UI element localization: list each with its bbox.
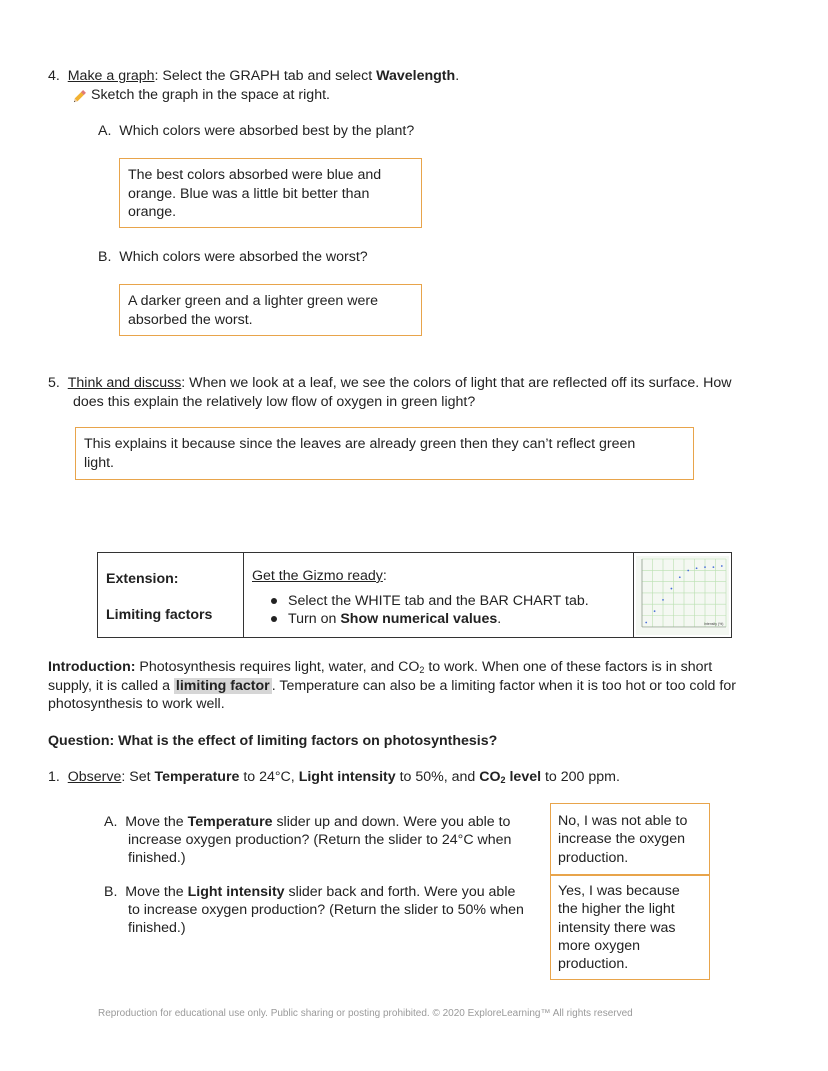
q1b-answer-line: more oxygen: [558, 937, 641, 954]
q4-line: [48, 67, 459, 85]
bullet2-post: .: [497, 611, 502, 627]
q1a-line1: [104, 813, 510, 831]
q1-temperature: Temperature: [154, 769, 240, 785]
thumb-xlabel: Intensity (%): [704, 622, 724, 626]
q4-sketch-line: [72, 86, 330, 104]
q1a-bold: Temperature: [187, 814, 273, 830]
thumb-point: [662, 599, 664, 601]
q1b-answer-line: Yes, I was because: [558, 883, 680, 899]
q1-answer-box[interactable]: [550, 803, 710, 980]
q1b-answer-line: production.: [558, 956, 629, 973]
q1b-answer: [558, 882, 680, 973]
q1-t4: to 200 ppm.: [541, 769, 620, 785]
thumb-point: [687, 570, 689, 572]
q5-line1: [48, 374, 731, 392]
q4a-question: [98, 122, 414, 140]
bullet2-pre: Turn on: [288, 611, 341, 627]
extension-table: [97, 552, 732, 638]
q4-sketch-text: Sketch the graph in the space at right.: [91, 87, 330, 103]
q4b-answer-box[interactable]: [119, 284, 422, 336]
q4-number: 4.: [48, 68, 60, 84]
thumb-point: [721, 565, 723, 567]
gizmo-graph-thumbnail: [636, 556, 729, 635]
q4-text: : Select the GRAPH tab and select: [154, 68, 377, 84]
intro-line2: [48, 677, 736, 695]
q1a-line3: finished.): [128, 850, 186, 866]
extension-bullet-1: Select the WHITE tab and the BAR CHART tab.: [288, 593, 589, 609]
q1b-post: slider back and forth. Were you able: [284, 884, 516, 900]
bullet-icon: [271, 598, 277, 604]
thumb-point: [679, 576, 681, 578]
q1a-answer-line: No, I was not able to: [558, 813, 688, 829]
q1b-line2: to increase oxygen production? (Return the slider to 50% when: [128, 902, 524, 918]
intro-line3: photosynthesis to work well.: [48, 696, 225, 712]
q5-answer-line: This explains it because since the leaves are already green then they can’t reflect green: [84, 436, 636, 452]
q1b-bold: Light intensity: [187, 884, 285, 900]
q4b-question: [98, 248, 368, 266]
q1b-line1: [104, 883, 515, 901]
q5-text: : When we look at a leaf, we see the colors of light that are reflected off its surface. How: [181, 375, 732, 391]
footer-copyright: Reproduction for educational use only. Public sharing or posting prohibited. © 2020 ExploreLearning™ All rights reserved: [98, 1008, 633, 1019]
q4-period: .: [455, 68, 460, 84]
observe-link[interactable]: Observe: [67, 769, 122, 785]
make-a-graph-link[interactable]: Make a graph: [67, 68, 155, 84]
q1b-answer-line: intensity there was: [558, 919, 676, 936]
q1a-answer-line: production.: [558, 849, 629, 866]
gizmo-ready-line: [252, 567, 387, 585]
intro-line2-post: . Temperature can also be a limiting factor when it is too hot or too cold for: [271, 678, 736, 694]
q1b-pre: Move the: [125, 884, 188, 900]
thumb-point: [654, 610, 656, 612]
q4b-text: Which colors were absorbed the worst?: [119, 249, 368, 265]
extension-divider: [633, 553, 634, 637]
q1b-letter: B.: [104, 884, 118, 900]
q1a-answer: [558, 812, 687, 867]
q4a-answer-line: orange. Blue was a little bit better than: [128, 185, 370, 202]
extension-label-cell: [98, 553, 244, 637]
q1-t1: : Set: [121, 769, 155, 785]
q1a-answer-line: increase the oxygen: [558, 831, 685, 848]
thumb-point: [671, 588, 673, 590]
q5-answer-box[interactable]: [75, 427, 694, 480]
thumb-point: [645, 622, 647, 624]
q1-co2: CO: [479, 769, 501, 785]
think-and-discuss-link[interactable]: Think and discuss: [67, 375, 182, 391]
question-heading: Question: What is the effect of limiting factors on photosynthesis?: [48, 733, 498, 749]
intro-text: Photosynthesis requires light, water, and CO: [135, 659, 420, 675]
q4b-answer-line: A darker green and a lighter green were: [128, 293, 379, 309]
q1a-post: slider up and down. Were you able to: [272, 814, 511, 830]
q4a-letter: A.: [98, 123, 112, 139]
thumb-point: [704, 566, 706, 568]
q5-answer-line: light.: [84, 454, 114, 471]
show-numerical-values: Show numerical values: [340, 611, 498, 627]
limiting-factors-label: Limiting factors: [106, 607, 213, 623]
thumb-point: [696, 567, 698, 569]
q1-line: [48, 768, 620, 786]
co2-subscript: 2: [419, 665, 425, 675]
q4-wavelength: Wavelength: [376, 68, 456, 84]
q4b-letter: B.: [98, 249, 112, 265]
q1a-pre: Move the: [125, 814, 188, 830]
limiting-factor-highlight: limiting factor: [175, 678, 270, 694]
extension-label: Extension:: [106, 571, 179, 587]
q5-number: 5.: [48, 375, 60, 391]
q1-level: level: [505, 769, 542, 785]
pencil-icon: [72, 86, 90, 104]
q4a-answer-line: The best colors absorbed were blue and: [128, 167, 382, 183]
answer-divider: [551, 874, 709, 876]
q4b-answer-line: absorbed the worst.: [128, 311, 253, 328]
q5-line2: does this explain the relatively low flow of oxygen in green light?: [73, 394, 476, 410]
q4a-answer-box[interactable]: [119, 158, 422, 228]
extension-bullet-2: [288, 610, 501, 628]
q4a-text: Which colors were absorbed best by the plant?: [119, 123, 415, 139]
thumb-point: [713, 566, 715, 568]
q1b-line3: finished.): [128, 920, 186, 936]
q1-number: 1.: [48, 769, 60, 785]
q4a-answer-line: orange.: [128, 204, 177, 220]
q1-co2-subscript: 2: [500, 775, 506, 785]
q1-light-intensity: Light intensity: [298, 769, 396, 785]
q1a-line2: increase oxygen production? (Return the slider to 24°C when: [128, 832, 512, 848]
intro-line1: [48, 658, 712, 676]
q1a-letter: A.: [104, 814, 118, 830]
q1-t2: to 24°C,: [239, 769, 299, 785]
intro-label: Introduction:: [48, 659, 136, 675]
gizmo-ready-colon: :: [382, 568, 387, 584]
intro-text-end: to work. When one of these factors is in short: [424, 659, 713, 675]
q1b-answer-line: the higher the light: [558, 901, 675, 918]
get-gizmo-ready-link[interactable]: Get the Gizmo ready: [252, 568, 383, 584]
bullet-icon: [271, 616, 277, 622]
q1-t3: to 50%, and: [395, 769, 480, 785]
intro-line2-pre: supply, it is called a: [48, 678, 174, 694]
